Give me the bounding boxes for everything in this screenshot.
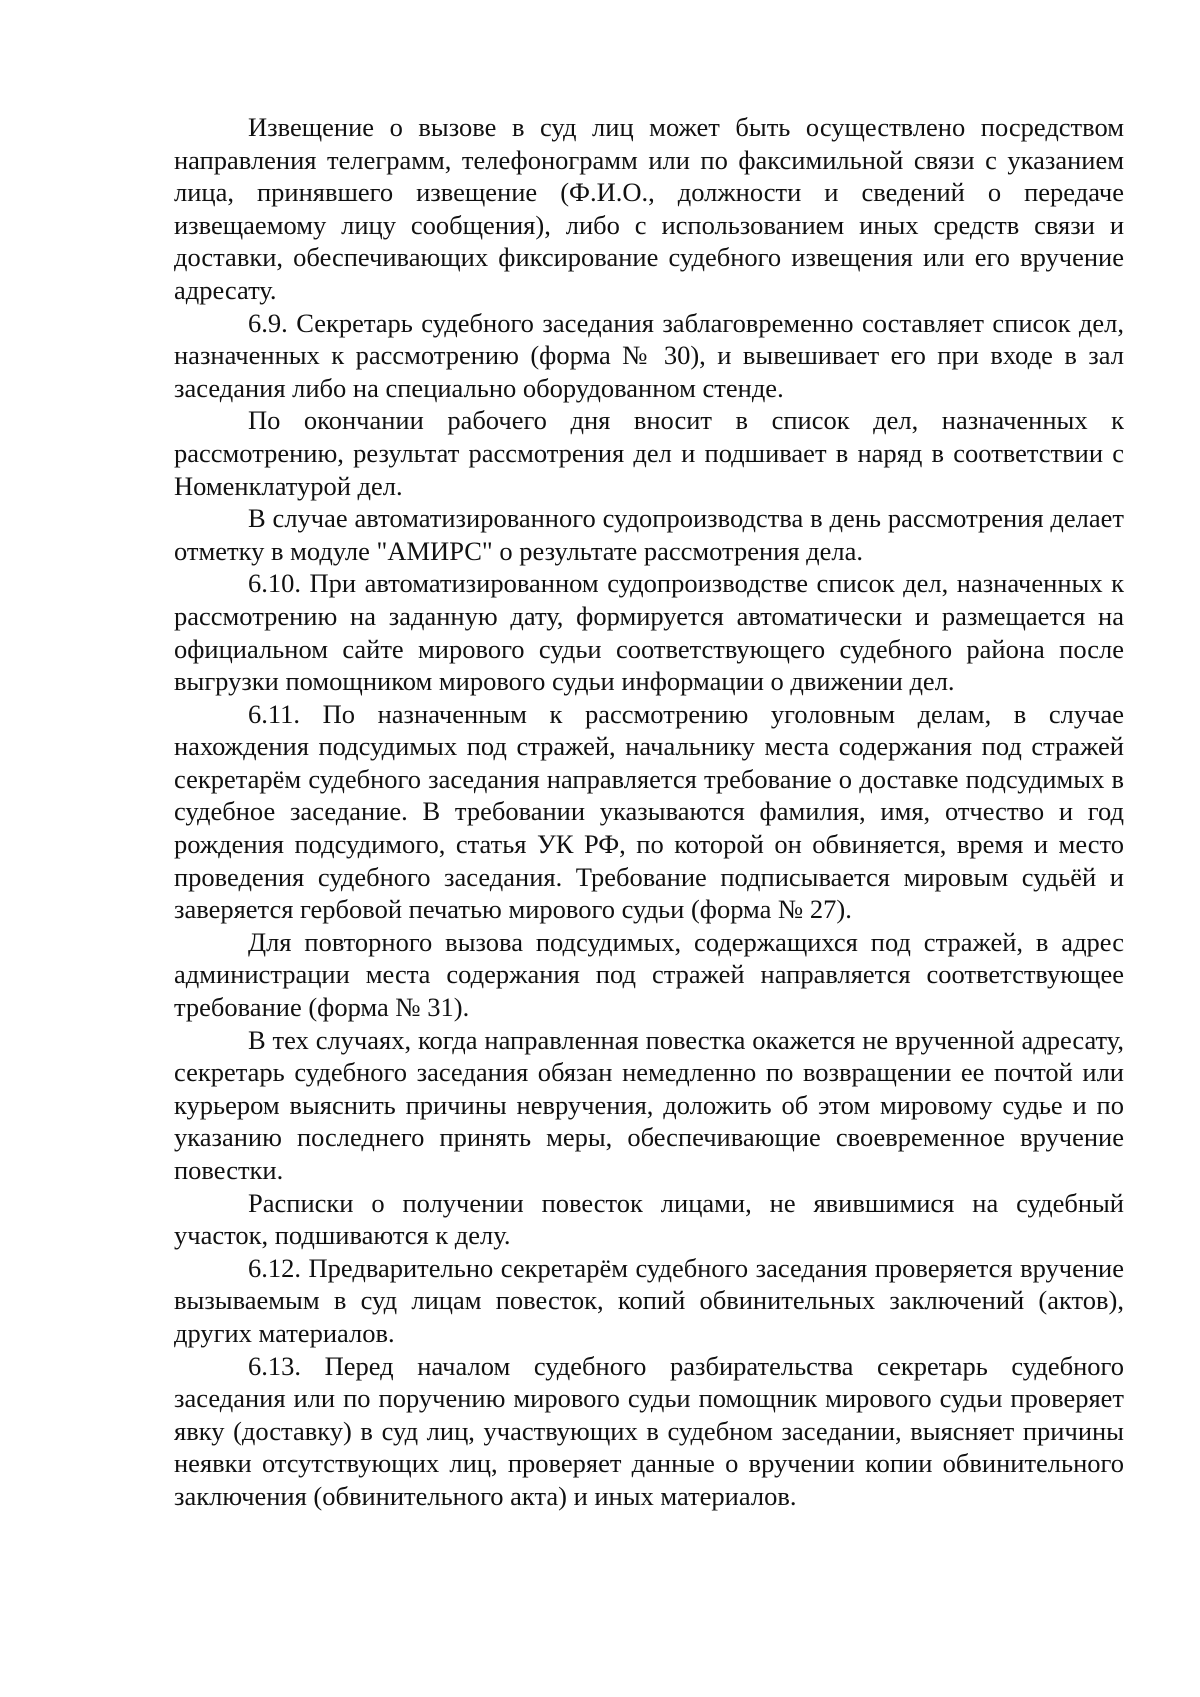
paragraph-6-9: 6.9. Секретарь судебного заседания заблаговременно составляет список дел, назначенных к рассмотрению (форма № 30), и вывешивает его при входе в зал заседания либо на специально оборудованном стенде. [174,307,1124,403]
paragraph-receipts: Расписки о получении повесток лицами, не явившимися на судебный участок, подшиваются к делу. [174,1187,1124,1251]
paragraph-6-12: 6.12. Предварительно секретарём судебного заседания проверяется вручение вызываемым в суд лицам повесток, копий обвинительных заключений (актов), других материалов. [174,1252,1124,1348]
paragraph-6-13: 6.13. Перед началом судебного разбирательства секретарь судебного заседания или по поручению мирового судьи помощник мирового судьи проверяет явку (доставку) в суд лиц, участвующих в судебном заседании, выясняет причины неявки отсутствующих лиц, проверяет данные о вручении копии обвинительного заключения (обвинительного акта) и иных материалов. [174,1350,1124,1511]
paragraph-end-of-day: По окончании рабочего дня вносит в список дел, назначенных к рассмотрению, результат рассмотрения дел и подшивает в наряд в соответствии с Номенклатурой дел. [174,405,1124,501]
paragraph-amirs: В случае автоматизированного судопроизводства в день рассмотрения делает отметку в модуле "АМИРС" о результате рассмотрения дела. [174,503,1124,566]
paragraph-6-11: 6.11. По назначенным к рассмотрению уголовным делам, в случае нахождения подсудимых под стражей, начальнику места содержания под стражей секретарём судебного заседания направляется требование о доставке подсудимых в судебное заседание. В требовании указываются фамилия, имя, отчество и год рождения подсудимого, статья УК РФ, по которой он обвиняется, время и место проведения судебного заседания. Требование подписывается мировым судьёй и заверяется гербовой печатью мирового судьи (форма № 27). [174,698,1124,925]
paragraph-undelivered-summons: В тех случаях, когда направленная повестка окажется не врученной адресату, секретарь судебного заседания обязан немедленно по возвращении ее почтой или курьером выяснить причины невручения, доложить об этом мировому судье и по указанию последнего принять меры, обеспечивающие своевременное вручение повестки. [174,1024,1124,1185]
paragraph-6-10: 6.10. При автоматизированном судопроизводстве список дел, назначенных к рассмотрению на заданную дату, формируется автоматически и размещается на официальном сайте мирового судьи соответствующего судебного района после выгрузки помощником мирового судьи информации о движении дел. [174,568,1124,697]
paragraph-repeat-summons: Для повторного вызова подсудимых, содержащихся под стражей, в адрес администрации места содержания под стражей направляется соответствующее требование (форма № 31). [174,926,1124,1023]
paragraph-notification-methods: Извещение о вызове в суд лиц может быть осуществлено посредством направления телеграмм, телефонограмм или по факсимильной связи с указанием лица, принявшего извещение (Ф.И.О., должности и сведений о передаче извещаемому лицу сообщения), либо с использованием иных средств связи и доставки, обеспечивающих фиксирование судебного извещения или его вручение адресату. [174,112,1124,305]
document-page [174,111,1124,1513]
